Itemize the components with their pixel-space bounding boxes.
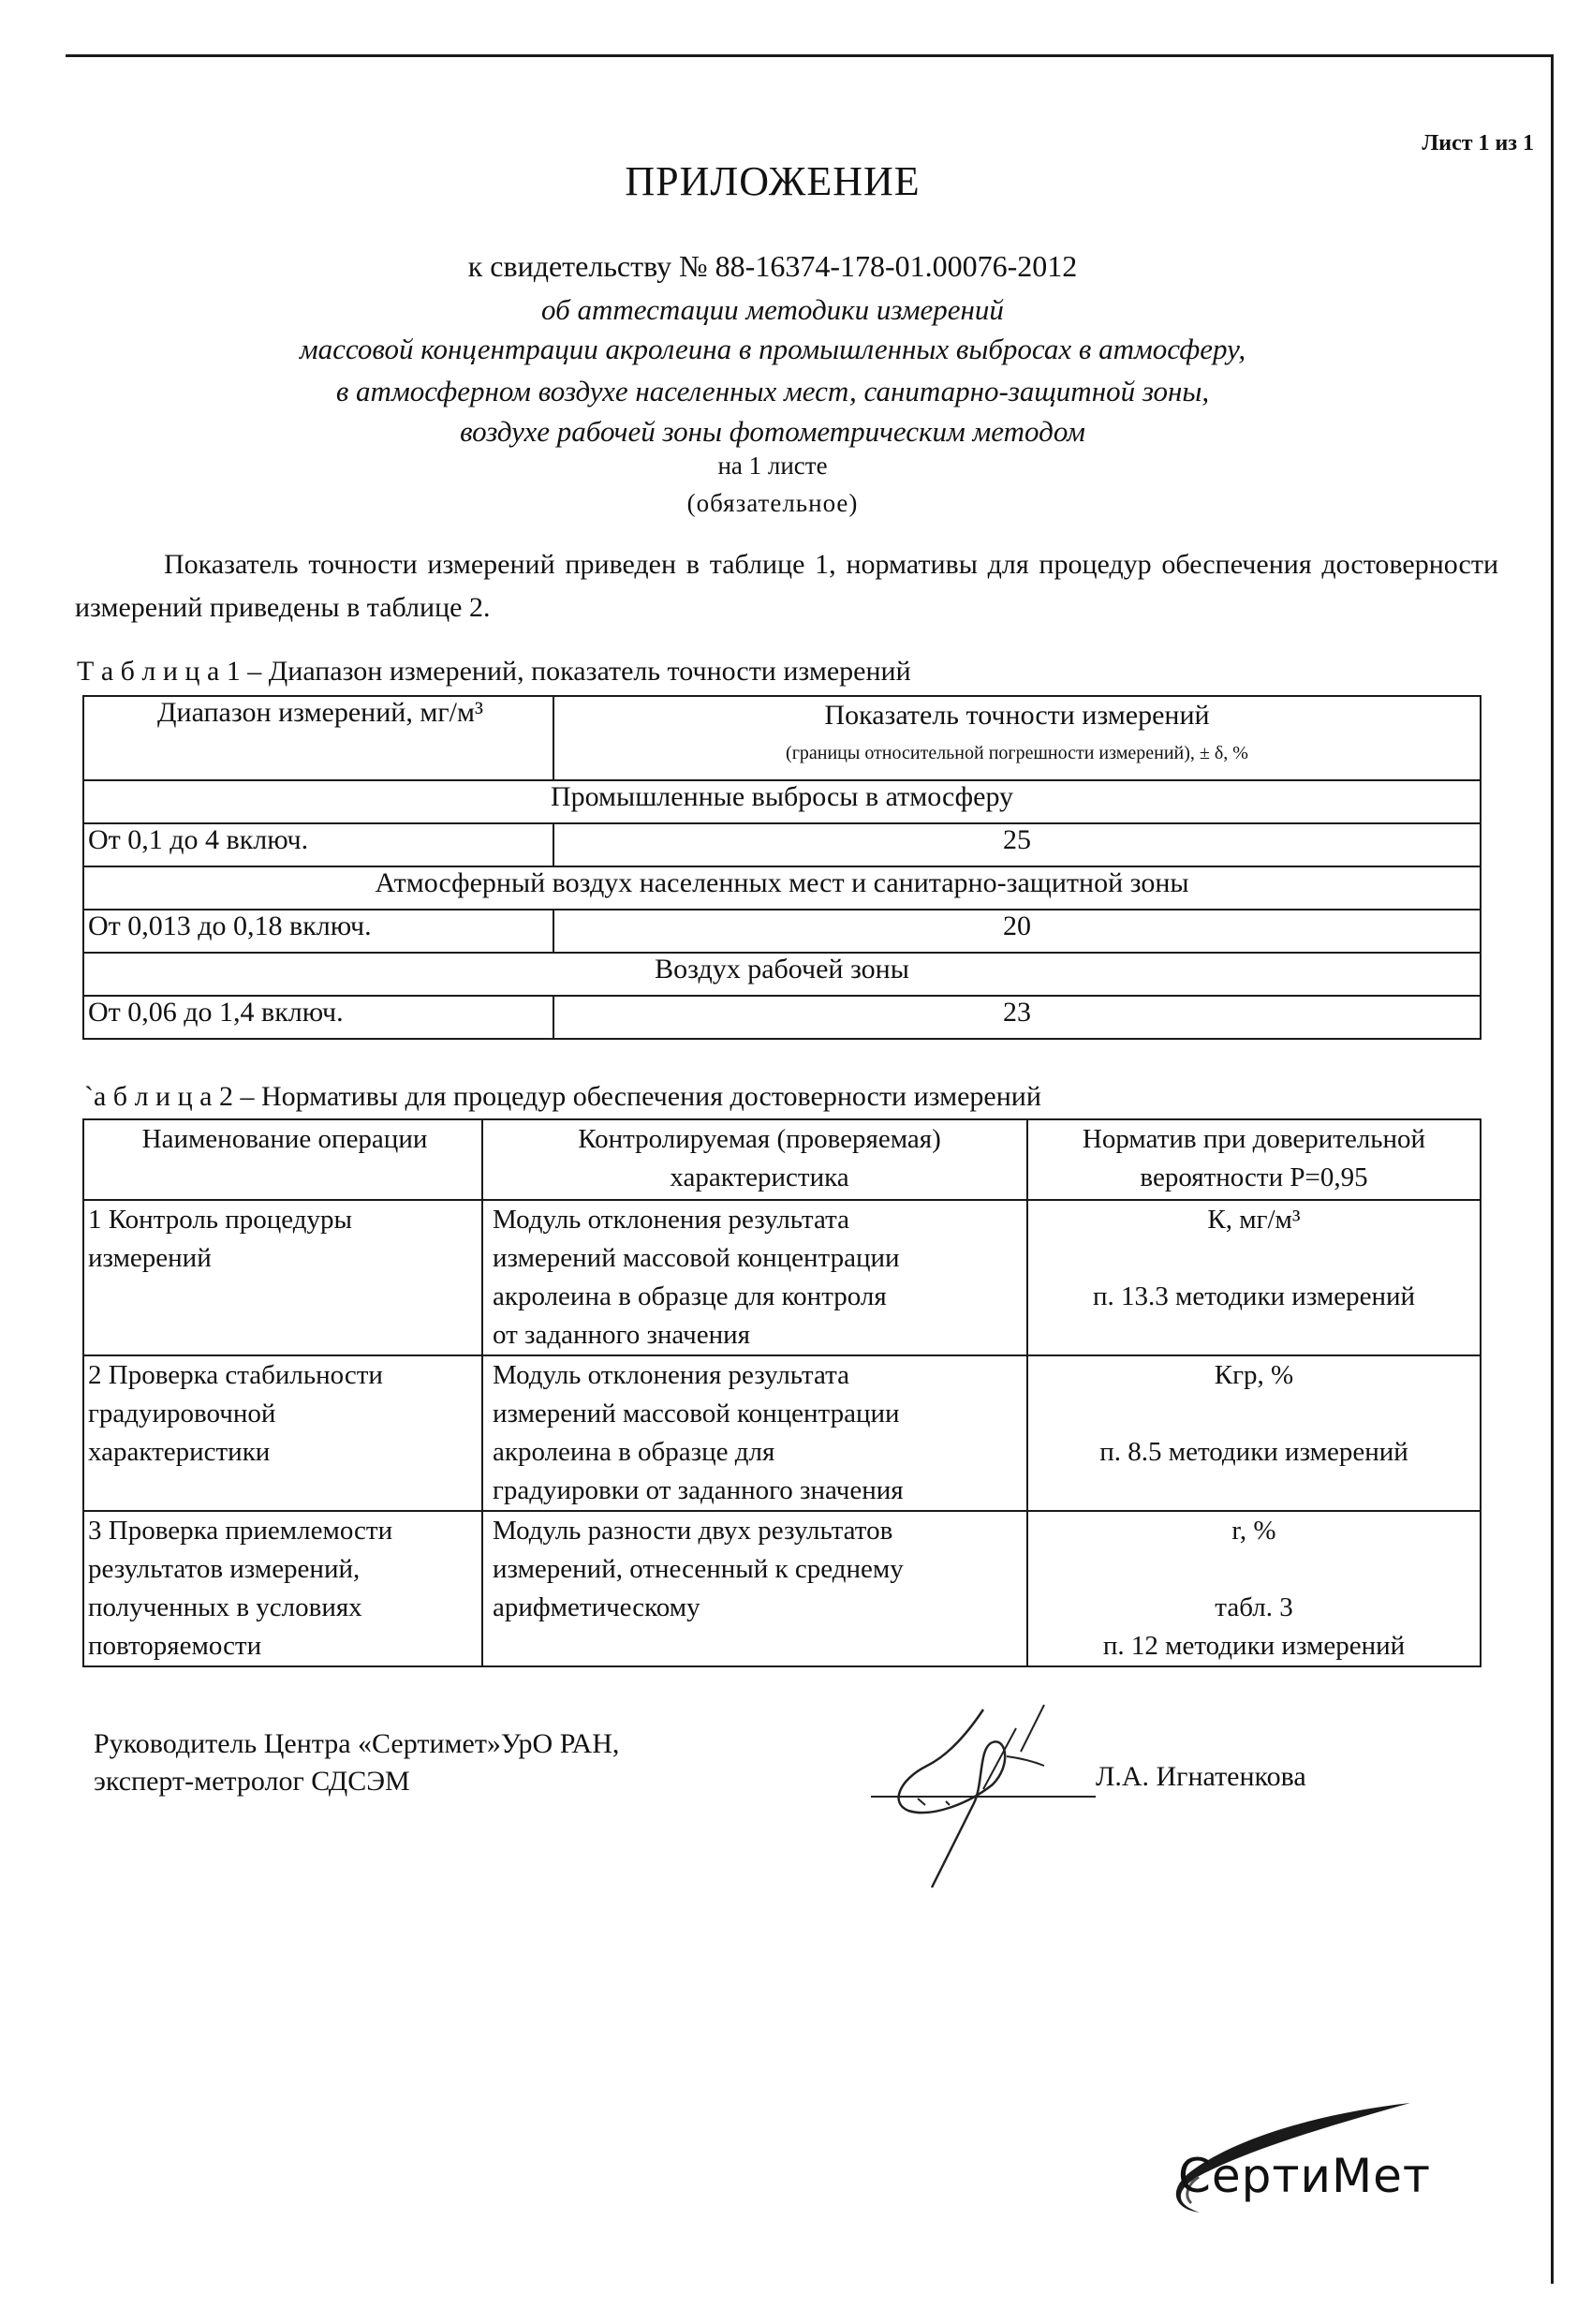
characteristic-line: Модуль отклонения результата — [493, 1205, 849, 1235]
norm-line — [1028, 1239, 1480, 1278]
norm-line — [1028, 1550, 1480, 1589]
range-cell: От 0,1 до 4 включ. — [83, 823, 553, 866]
characteristic-line: от заданного значения — [493, 1320, 750, 1350]
value-cell: 25 — [553, 823, 1481, 866]
norms-table — [82, 1118, 1481, 1667]
table-row — [83, 996, 1481, 1039]
table-row — [83, 1511, 1481, 1666]
subtitle-line-4: в атмосферном воздухе населенных мест, санитарно-защитной зоны, — [335, 375, 1210, 407]
logo-text: СертиМет — [1178, 2149, 1432, 2203]
table-row — [83, 1200, 1481, 1355]
operation-line: градуировочной — [88, 1399, 276, 1428]
subtitle-line-5: воздухе рабочей зоны фотометрическим методом — [460, 415, 1085, 448]
table2-caption: `а б л и ц а 2 – Нормативы для процедур обеспечения достоверности измерений — [84, 1081, 1041, 1112]
range-cell: От 0,06 до 1,4 включ. — [83, 996, 553, 1039]
position-line: Руководитель Центра «Сертимет»УрО РАН, — [94, 1728, 620, 1759]
operation-line: 1 Контроль процедуры — [88, 1205, 353, 1235]
table-row — [83, 1355, 1481, 1511]
table-header-row — [83, 1119, 1481, 1200]
section-row — [83, 866, 1481, 910]
subtitle-line-2: об аттестации методики измерений — [541, 293, 1004, 326]
characteristic-cell — [482, 1355, 1027, 1511]
norm-line: Кгр, % — [1214, 1360, 1294, 1390]
characteristic-line: измерений, отнесенный к среднему — [493, 1554, 904, 1584]
norm-cell — [1027, 1511, 1481, 1666]
operation-line: 3 Проверка приемлемости — [88, 1516, 393, 1546]
characteristic-line: акролеина в образце для — [493, 1437, 775, 1467]
table-header-cell — [553, 696, 1481, 780]
norm-line: п. 13.3 методики измерений — [1092, 1281, 1416, 1311]
signatory-name: Л.А. Игнатенкова — [1096, 1761, 1306, 1792]
section-title: Промышленные выбросы в атмосферу — [83, 780, 1481, 823]
pages-count: на 1 листе — [717, 451, 828, 480]
operation-line: повторяемости — [88, 1631, 262, 1661]
frame-right-rule — [1551, 54, 1554, 2284]
characteristic-line: Модуль разности двух результатов — [493, 1516, 893, 1546]
header-accuracy: Показатель точности измерений — [824, 700, 1210, 731]
norm-line: К, мг/м³ — [1207, 1205, 1301, 1235]
characteristic-cell — [482, 1200, 1027, 1355]
operation-cell — [83, 1355, 482, 1511]
accuracy-table — [82, 695, 1481, 1040]
section-title: Воздух рабочей зоны — [83, 953, 1481, 996]
header-range: Диапазон измерений, мг/м³ — [157, 697, 483, 728]
subtitle-line-3: массовой концентрации акролеина в промышленных выбросах в атмосферу, — [299, 333, 1246, 365]
position-line: эксперт-метролог СДСЭМ — [94, 1766, 410, 1797]
characteristic-cell — [482, 1511, 1027, 1666]
operation-cell — [83, 1200, 482, 1355]
norm-cell — [1027, 1355, 1481, 1511]
norm-line: табл. 3 — [1215, 1592, 1293, 1622]
intro-paragraph: Показатель точности измерений приведен в таблице 1, нормативы для процедур обеспечения достоверности измерений приведены в таблице 2. — [75, 549, 1498, 623]
characteristic-line: акролеина в образце для контроля — [493, 1281, 887, 1311]
operation-line: 2 Проверка стабильности — [88, 1360, 383, 1390]
handwritten-signature — [880, 1700, 1124, 1897]
header-accuracy-note: (границы относительной погрешности измерений), ± δ, % — [786, 743, 1248, 763]
certificate-number: к свидетельству № 88-16374-178-01.00076-2012 — [467, 249, 1078, 283]
value-cell: 20 — [553, 910, 1481, 953]
operation-line: характеристики — [88, 1437, 271, 1467]
frame-top-rule — [66, 54, 1553, 57]
operation-cell — [83, 1511, 482, 1666]
operation-line: результатов измерений, — [88, 1554, 361, 1584]
norm-line: п. 8.5 методики измерений — [1099, 1437, 1408, 1467]
characteristic-line: градуировки от заданного значения — [493, 1475, 904, 1505]
table-row — [83, 910, 1481, 953]
characteristic-line: измерений массовой концентрации — [493, 1399, 900, 1428]
section-title: Атмосферный воздух населенных мест и санитарно-защитной зоны — [83, 866, 1481, 910]
table-header-row — [83, 696, 1481, 780]
table1-caption: Т а б л и ц а 1 – Диапазон измерений, показатель точности измерений — [77, 656, 911, 687]
section-row — [83, 780, 1481, 823]
norm-line — [1028, 1395, 1480, 1433]
operation-line: полученных в условиях — [88, 1592, 362, 1622]
table-header-cell: Наименование операции — [83, 1119, 482, 1200]
characteristic-line: измерений массовой концентрации — [493, 1243, 900, 1273]
page-title: ПРИЛОЖЕНИЕ — [625, 158, 921, 204]
signature-line — [871, 1796, 1096, 1798]
table-header-cell — [83, 696, 553, 780]
norm-line: п. 12 методики измерений — [1102, 1631, 1406, 1661]
table-header-cell: Норматив при доверительной вероятности Р=0,95 — [1027, 1119, 1481, 1200]
document-status: (обязательное) — [686, 489, 859, 517]
table-header-cell: Контролируемая (проверяемая) характеристика — [482, 1119, 1027, 1200]
signatory-position — [94, 1725, 619, 1800]
value-cell: 23 — [553, 996, 1481, 1039]
range-cell: От 0,013 до 0,18 включ. — [83, 910, 553, 953]
characteristic-line: арифметическому — [493, 1592, 700, 1622]
characteristic-line: Модуль отклонения результата — [493, 1360, 849, 1390]
norm-cell — [1027, 1200, 1481, 1355]
operation-line: измерений — [88, 1243, 212, 1273]
section-row — [83, 953, 1481, 996]
sheet-label: Лист 1 из 1 — [1422, 131, 1534, 155]
table-row — [83, 823, 1481, 866]
norm-line: r, % — [1231, 1516, 1276, 1546]
